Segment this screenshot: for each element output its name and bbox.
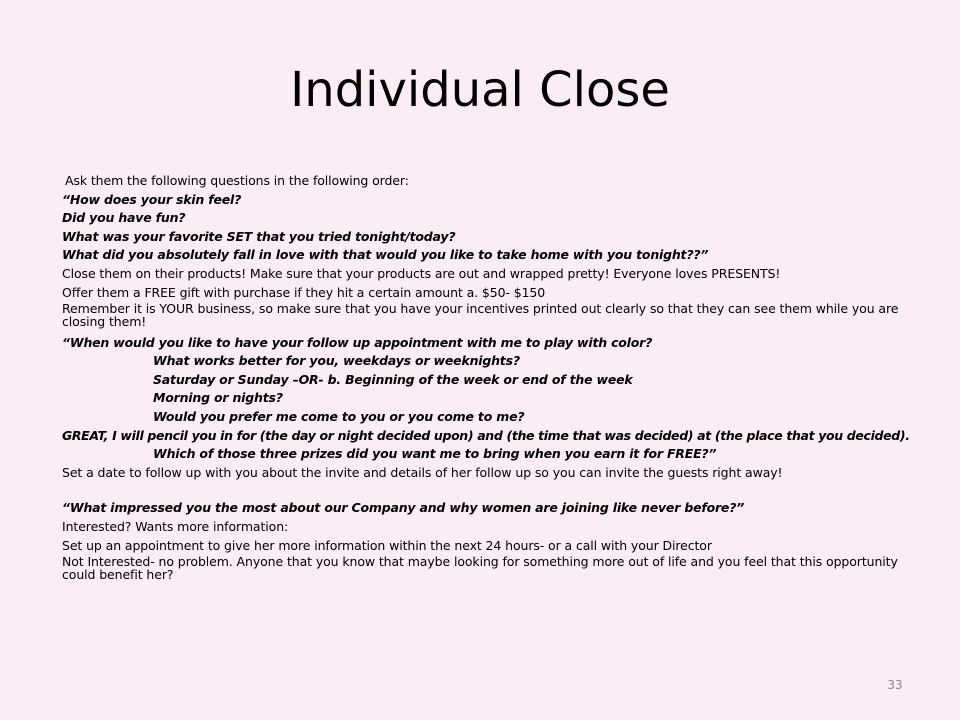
- question-skin-feel: “How does your skin feel?: [62, 191, 242, 207]
- question-follow-up: “When would you like to have your follow up appointment with me to play with color?: [62, 334, 653, 350]
- question-weekdays: What works better for you, weekdays or weeknights?: [153, 353, 520, 369]
- interested-line: Interested? Wants more information:: [62, 519, 289, 534]
- slide-title: Individual Close: [290, 62, 670, 118]
- question-morning-nights: Morning or nights?: [153, 390, 283, 406]
- blank-line: [62, 482, 922, 499]
- page-number: 33: [887, 678, 903, 692]
- question-company: “What impressed you the most about our Company and why women are joining like never before?”: [62, 500, 745, 516]
- great-pencil-line: GREAT, I will pencil you in for (the day or night decided upon) and (the time that was decided) at (the place that you decided).: [62, 427, 910, 443]
- free-gift-line: Offer them a FREE gift with purchase if they hit a certain amount a. $50- $150: [62, 284, 546, 300]
- not-interested-line: Not Interested- no problem. Anyone that you know that maybe looking for something more out of life and you feel that this opportunity could benefit her?: [62, 554, 898, 583]
- appointment-line: Set up an appointment to give her more information within the next 24 hours- or a call with your Director: [62, 537, 712, 553]
- question-favorite-set: What was your favorite SET that you tried tonight/today?: [62, 228, 456, 244]
- close-products-line: Close them on their products! Make sure that your products are out and wrapped pretty! Everyone loves PRESENTS!: [62, 265, 781, 281]
- question-fall-in-love: What did you absolutely fall in love with that would you like to take home with you tonight??”: [62, 247, 709, 263]
- intro-line: Ask them the following questions in the following order:: [65, 173, 409, 188]
- question-prizes: Which of those three prizes did you want me to bring when you earn it for FREE?”: [153, 446, 717, 462]
- question-weekend: Saturday or Sunday –OR- b. Beginning of the week or end of the week: [153, 371, 633, 387]
- question-location: Would you prefer me come to you or you come to me?: [153, 409, 525, 425]
- set-date-line: Set a date to follow up with you about the invite and details of her follow up so you can invite the guests right away!: [62, 464, 783, 480]
- slide-body: [62, 172, 922, 587]
- question-fun: Did you have fun?: [62, 210, 186, 226]
- your-business-line: Remember it is YOUR business, so make sure that you have your incentives printed out clearly so that they can see them while you are closing them!: [62, 301, 899, 330]
